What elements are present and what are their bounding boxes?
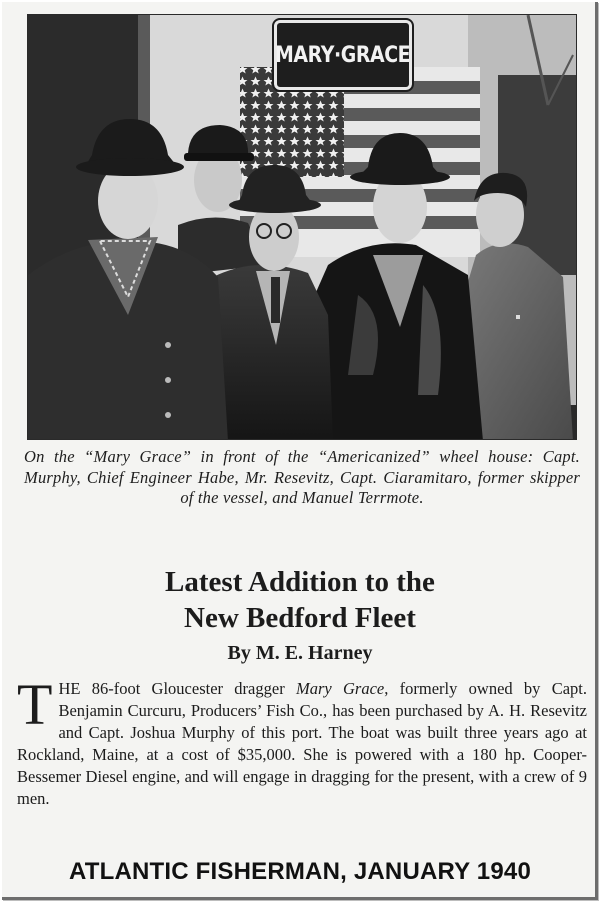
headline-line-2: New Bedford Fleet bbox=[184, 602, 416, 634]
sign-text: MARY·GRACE bbox=[275, 42, 411, 68]
article-byline: By M. E. Harney bbox=[227, 642, 373, 664]
photo-caption: On the “Mary Grace” in front of the “Americanized” wheel house: Capt. Murphy, Chief Engineer Habe, Mr. Resevitz, Capt. Ciaramitaro, former skipper of the vessel, and Manuel Terrmote. bbox=[24, 447, 580, 507]
publication-footer: ATLANTIC FISHERMAN, JANUARY 1940 bbox=[68, 858, 531, 885]
article-text-part-1: HE 86-foot Gloucester dragger bbox=[58, 679, 296, 698]
vessel-name: Mary Grace bbox=[295, 679, 385, 698]
article-headline bbox=[2, 564, 598, 636]
headline-line-1: Latest Addition to the bbox=[165, 566, 435, 598]
magazine-page bbox=[2, 2, 598, 900]
article-text-part-2: , formerly owned by Capt. Benjamin Curcuru, Producers’ Fish Co., has been purchased by A. H. Resevitz and Capt. Joshua Murphy of this port. The boat was built three years ago at Rockland, Maine, at a cost of $35,000. She is powered with a 180 hp. Cooper-Bessemer Diesel engine, and will engage in dragging for the present, with a crew of 9 men. bbox=[17, 679, 587, 808]
drop-cap: T bbox=[17, 672, 53, 737]
article-body bbox=[17, 672, 587, 810]
mary-grace-sign bbox=[274, 20, 412, 90]
group-photograph bbox=[27, 14, 577, 440]
